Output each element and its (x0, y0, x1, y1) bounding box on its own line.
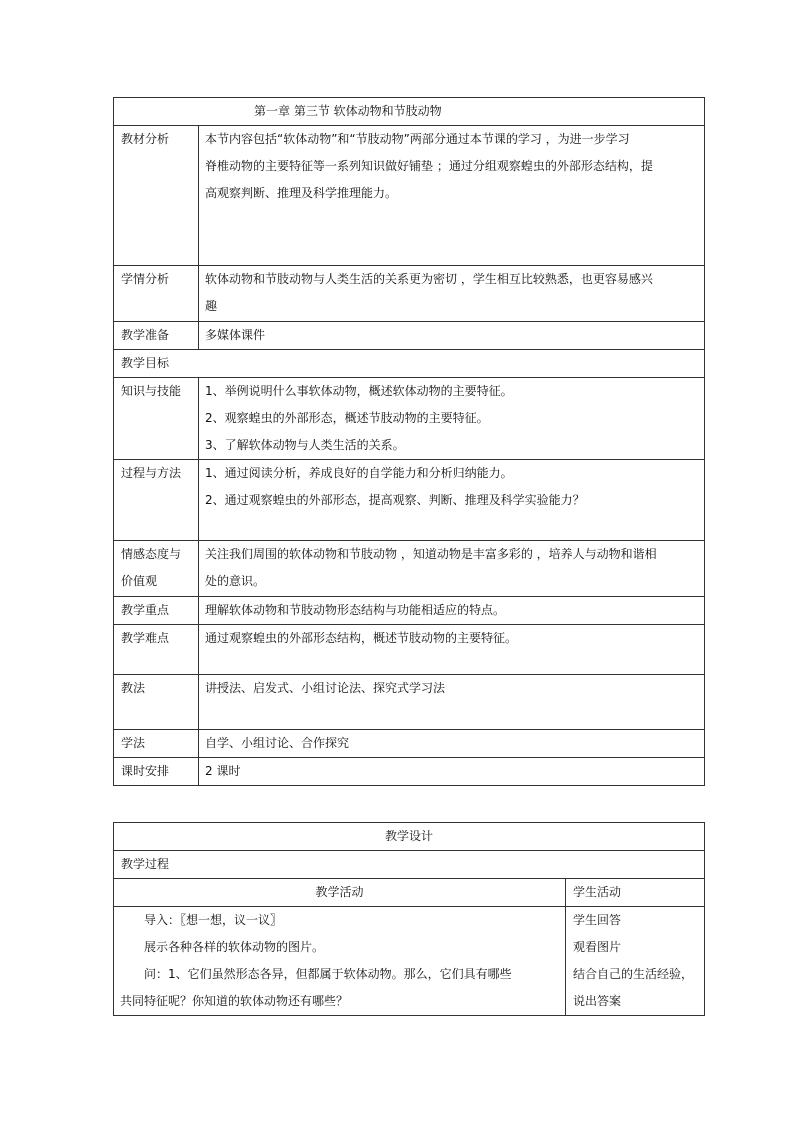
student-line: 学生回答 (573, 913, 622, 927)
student-activity-header: 学生活动 (566, 879, 705, 907)
knowledge-item: 3、了解软体动物与人类生活的关系。 (205, 438, 405, 452)
materials-line: 脊椎动物的主要特征等一系列知识做好铺垫 ；通过分组观察蝗虫的外部形态结构，提 (205, 159, 653, 173)
difficulties-value: 通过观察蝗虫的外部形态结构，概述节肢动物的主要特征。 (199, 625, 705, 675)
lesson-plan-table (113, 97, 705, 786)
key-points-value: 理解软体动物和节肢动物形态结构与功能相适应的特点。 (199, 597, 705, 625)
design-title: 教学设计 (114, 823, 705, 851)
plan-title: 第一章 第三节 软体动物和节肢动物 (114, 98, 705, 126)
process-item: 1、通过阅读分析，养成良好的自学能力和分析归纳能力。 (205, 466, 513, 480)
materials-content (199, 126, 705, 266)
students-line: 趣 (205, 299, 218, 313)
difficulties-label: 教学难点 (114, 625, 199, 675)
teaching-design-table (113, 822, 705, 1016)
methods-label: 教法 (114, 675, 199, 730)
knowledge-label: 知识与技能 (114, 378, 199, 460)
learning-value: 自学、小组讨论、合作探究 (199, 730, 705, 758)
teacher-line: 展示各种各样的软体动物的图片。 (144, 940, 325, 954)
process-header: 教学过程 (114, 851, 705, 879)
knowledge-item: 1、举例说明什么事软体动物，概述软体动物的主要特征。 (205, 384, 513, 398)
teacher-activity-header: 教学活动 (114, 879, 566, 907)
materials-line: 高观察判断、推理及科学推理能力。 (205, 186, 398, 200)
attitude-label (114, 541, 199, 597)
knowledge-item: 2、观察蝗虫的外部形态，概述节肢动物的主要特征。 (205, 411, 489, 425)
knowledge-content (199, 378, 705, 460)
methods-value: 讲授法、启发式、小组讨论法、探究式学习法 (199, 675, 705, 730)
student-line: 观看图片 (573, 940, 622, 954)
students-label: 学情分析 (114, 266, 199, 322)
attitude-label-line: 情感态度与 (121, 547, 182, 561)
student-activity-content (566, 907, 705, 1016)
attitude-line: 处的意识。 (205, 574, 266, 588)
process-label: 过程与方法 (114, 460, 199, 541)
goals-header: 教学目标 (114, 350, 705, 378)
teacher-line: 导入：〖想一想，议一议〗 (144, 913, 283, 927)
attitude-line: 关注我们周围的软体动物和节肢动物 ，知道动物是丰富多彩的 ，培养人与动物和谐相 (205, 547, 657, 561)
schedule-value: 2 课时 (199, 758, 705, 786)
prep-label: 教学准备 (114, 322, 199, 350)
attitude-content (199, 541, 705, 597)
teacher-line: 共同特征呢？你知道的软体动物还有哪些？ (120, 994, 349, 1008)
process-item: 2、通过观察蝗虫的外部形态，提高观察、判断、推理及科学实验能力？ (205, 493, 585, 507)
prep-value: 多媒体课件 (199, 322, 705, 350)
attitude-label-line: 价值观 (121, 574, 158, 588)
student-line: 说出答案 (573, 994, 622, 1008)
process-content (199, 460, 705, 541)
key-points-label: 教学重点 (114, 597, 199, 625)
students-content (199, 266, 705, 322)
materials-line: 本节内容包括“软体动物”和“节肢动物”两部分通过本节课的学习 ，为进一步学习 (205, 132, 630, 146)
teacher-line: 问：1、它们虽然形态各异，但都属于软体动物。那么，它们具有哪些 (144, 967, 512, 981)
schedule-label: 课时安排 (114, 758, 199, 786)
materials-label: 教材分析 (114, 126, 199, 266)
learning-label: 学法 (114, 730, 199, 758)
student-line: 结合自己的生活经验， (573, 967, 694, 981)
teacher-activity-content (114, 907, 566, 1016)
students-line: 软体动物和节肢动物与人类生活的关系更为密切 ，学生相互比较熟悉，也更容易感兴 (205, 272, 653, 286)
